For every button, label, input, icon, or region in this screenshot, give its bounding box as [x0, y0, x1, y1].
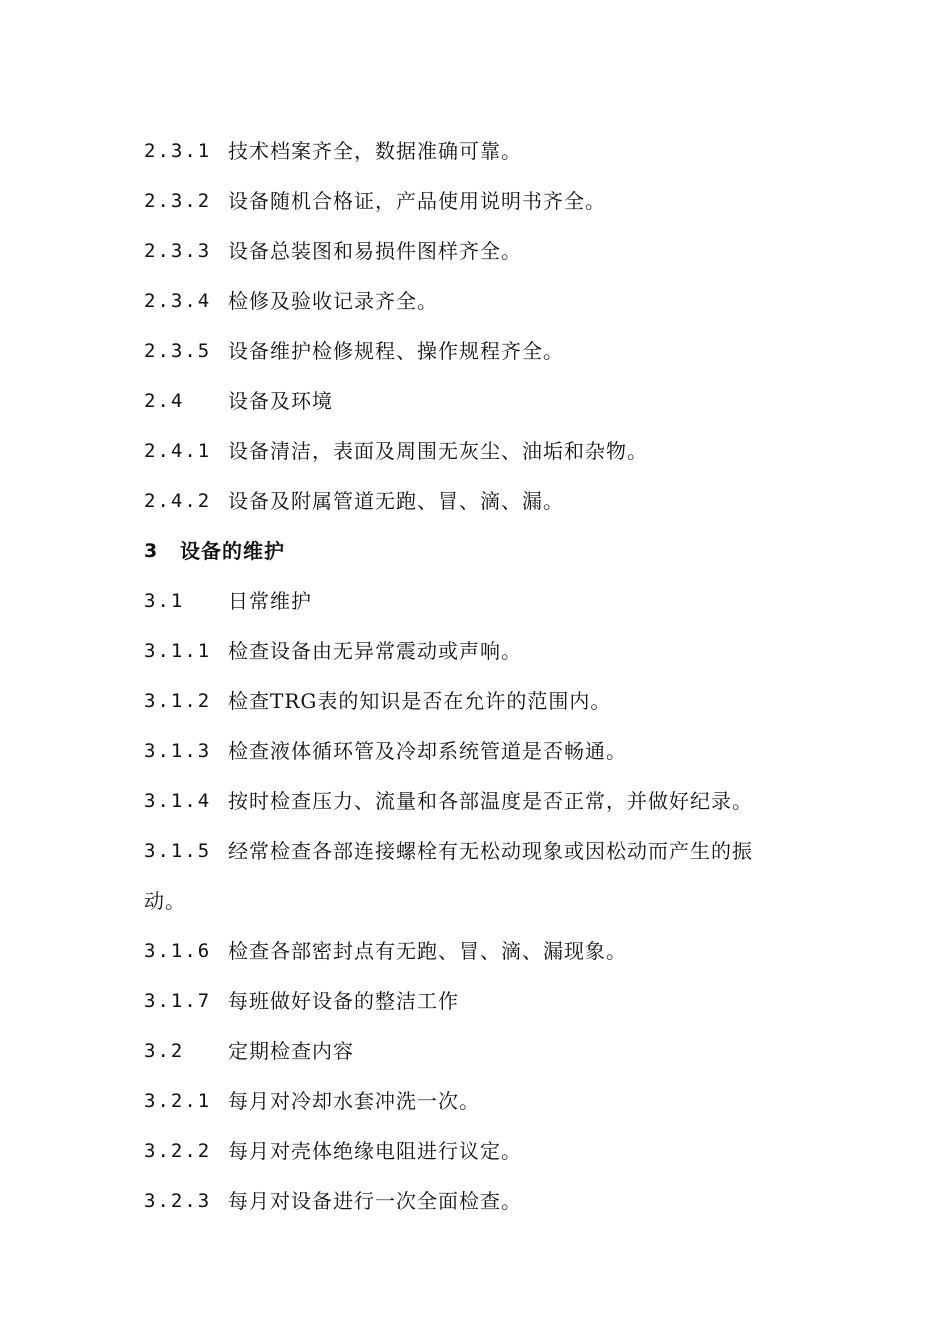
item-number: 2.4.1 [144, 440, 212, 462]
item-number: 3.1.6 [144, 940, 212, 962]
item-text: 设备总装图和易损件图样齐全。 [228, 239, 522, 263]
item-text: 按时检查压力、流量和各部温度是否正常，并做好纪录。 [228, 789, 753, 813]
item-number: 3.1 [144, 590, 185, 612]
item-number: 3.1.7 [144, 990, 212, 1012]
item-number: 2.3.5 [144, 340, 212, 362]
item-text: 技术档案齐全，数据准确可靠。 [228, 139, 522, 163]
item-text: 每班做好设备的整洁工作 [228, 989, 459, 1013]
item-number: 3.1.5 [144, 840, 212, 862]
item-text: 设备及环境 [228, 389, 333, 413]
item-number: 3.2.3 [144, 1190, 212, 1212]
item-number: 2.3.3 [144, 240, 212, 262]
item-number: 2.3.2 [144, 190, 212, 212]
item-text: 经常检查各部连接螺栓有无松动现象或因松动而产生的振 [228, 839, 753, 863]
item-text: 设备维护检修规程、操作规程齐全。 [228, 339, 564, 363]
item-number: 2.4.2 [144, 490, 212, 512]
item-number: 3.2.1 [144, 1090, 212, 1112]
item-text: 每月对壳体绝缘电阻进行议定。 [228, 1139, 522, 1163]
item-number: 2.4 [144, 390, 185, 412]
item-text: 检修及验收记录齐全。 [228, 289, 438, 313]
item-text-continuation: 动。 [144, 889, 186, 913]
item-number: 2.3.1 [144, 140, 212, 162]
section-title: 设备的维护 [180, 539, 285, 563]
item-text: 设备随机合格证，产品使用说明书齐全。 [228, 189, 606, 213]
item-text: 检查TRG表的知识是否在允许的范围内。 [228, 689, 612, 713]
item-text: 检查设备由无异常震动或声响。 [228, 639, 522, 663]
item-text: 定期检查内容 [228, 1039, 354, 1063]
item-text: 日常维护 [228, 589, 312, 613]
item-number: 2.3.4 [144, 290, 212, 312]
item-number: 3.1.3 [144, 740, 212, 762]
item-text: 检查液体循环管及冷却系统管道是否畅通。 [228, 739, 627, 763]
item-text: 每月对冷却水套冲洗一次。 [228, 1089, 480, 1113]
item-text: 设备及附属管道无跑、冒、滴、漏。 [228, 489, 564, 513]
item-number: 3.1.1 [144, 640, 212, 662]
item-number: 3.1.4 [144, 790, 212, 812]
item-number: 3.1.2 [144, 690, 212, 712]
item-text: 设备清洁，表面及周围无灰尘、油垢和杂物。 [228, 439, 648, 463]
section-number: 3 [144, 540, 158, 562]
item-text: 每月对设备进行一次全面检查。 [228, 1189, 522, 1213]
item-number: 3.2.2 [144, 1140, 212, 1162]
item-text: 检查各部密封点有无跑、冒、滴、漏现象。 [228, 939, 627, 963]
item-number: 3.2 [144, 1040, 185, 1062]
